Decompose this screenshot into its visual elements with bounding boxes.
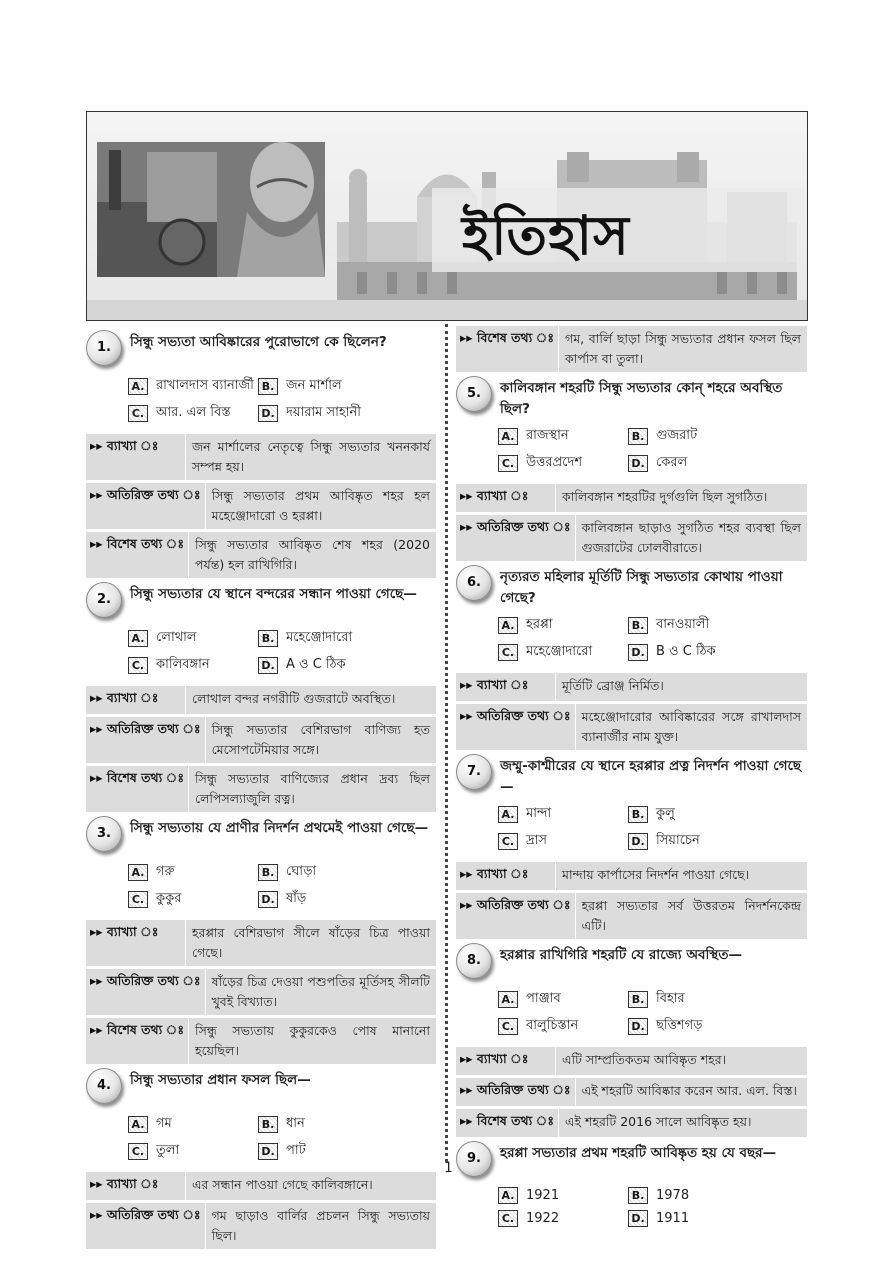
option-text: ষাঁড় (286, 891, 307, 906)
question-header (456, 376, 807, 420)
option-letter: B. (628, 991, 648, 1008)
option-letter: D. (628, 455, 648, 472)
option-letter: C. (128, 891, 148, 908)
option-letter: D. (258, 657, 278, 674)
answer-option (628, 1210, 788, 1227)
answer-option (628, 642, 788, 663)
special-note (86, 532, 436, 578)
note-label: ▸▸ অতিরিক্ত তথ্য ঃ (86, 483, 206, 529)
answer-option (498, 1210, 628, 1227)
question-block (456, 565, 807, 750)
option-text: কেরল (656, 455, 688, 470)
option-text: গরু (156, 864, 175, 879)
chapter-title: ইতিহাস (462, 203, 630, 267)
question-text: সিন্ধু সভ্যতা আবিষ্কারের পুরোভাগে কে ছিলেন? (130, 334, 387, 350)
note-label: ▸▸ ব্যাখ্যা ঃ (86, 434, 186, 480)
question-number-badge: 6. (456, 565, 492, 601)
additional-note (86, 969, 436, 1015)
note-label: ▸▸ বিশেষ তথ্য ঃ (456, 1109, 559, 1137)
note-label: ▸▸ অতিরিক্ত তথ্য ঃ (86, 1203, 206, 1249)
answer-option (628, 426, 788, 447)
option-text: কালিবঙ্গান (156, 657, 210, 672)
note-text: গম ছাড়াও বার্লির প্রচলন সিন্ধু সভ্যতায় ছিল। (211, 1208, 430, 1243)
answer-option (258, 1141, 418, 1162)
answer-option (258, 628, 418, 649)
note-text: কালিবঙ্গান ছাড়াও সুগঠিত শহর ব্যবস্থা ছিল গুজরাটের ঢোলবীরাতে। (581, 520, 801, 555)
question-text: সিন্ধু সভ্যতার প্রধান ফসল ছিল— (130, 1072, 311, 1088)
explanation-note (456, 673, 807, 701)
note-text: মহেঞ্জোদারোর আবিষ্কারের সঙ্গে রাখালদাস ব্যানার্জীর নাম যুক্ত। (581, 709, 801, 744)
question-number-badge: 7. (456, 754, 492, 790)
option-text: কুকুর (156, 891, 182, 906)
answer-option (128, 862, 258, 883)
explanation-note (86, 434, 436, 480)
answer-option (498, 642, 628, 663)
question-block (456, 943, 807, 1137)
additional-note (456, 515, 807, 561)
answer-options (498, 426, 807, 474)
left-column (86, 326, 436, 1252)
answer-option (498, 1187, 628, 1204)
question-notes (456, 1047, 807, 1137)
option-text: উত্তরপ্রদেশ (526, 455, 583, 470)
question-text: সিন্ধু সভ্যতায় যে প্রাণীর নিদর্শন প্রথমেই পাওয়া গেছে— (130, 820, 429, 836)
option-letter: C. (128, 657, 148, 674)
answer-options (498, 1187, 807, 1227)
option-letter: B. (628, 428, 648, 445)
question-number-badge: 5. (456, 376, 492, 412)
question-notes (456, 862, 807, 939)
option-text: আর. এল বিস্ত (156, 405, 231, 420)
note-text: সিন্ধু সভ্যতার বেশিরভাগ বাণিজ্য হত মেসোপটেমিয়ার সঙ্গে। (211, 722, 430, 757)
special-note (456, 1109, 807, 1137)
note-label: ▸▸ ব্যাখ্যা ঃ (86, 1172, 186, 1200)
answer-option (128, 376, 258, 397)
note-label: ▸▸ অতিরিক্ত তথ্য ঃ (456, 893, 576, 939)
question-notes (86, 686, 436, 812)
answer-option (128, 655, 258, 676)
answer-option (628, 804, 788, 825)
option-text: 1978 (656, 1188, 690, 1203)
question-text: কালিবঙ্গান শহরটি সিন্ধু সভ্যতার কোন্ শহরে অবস্থিত ছিল? (500, 380, 783, 417)
option-text: রাজস্থান (526, 428, 569, 443)
option-letter: C. (498, 455, 518, 472)
explanation-note (86, 1172, 436, 1200)
option-letter: A. (498, 1187, 518, 1204)
option-text: জন মার্শাল (286, 378, 342, 393)
note-label: ▸▸ ব্যাখ্যা ঃ (456, 484, 556, 512)
question-number-badge: 2. (86, 582, 122, 618)
option-letter: B. (258, 630, 278, 647)
question-header (456, 943, 807, 983)
question-number-badge: 8. (456, 943, 492, 979)
question-block (456, 1141, 807, 1227)
note-label: ▸▸ ব্যাখ্যা ঃ (456, 673, 556, 701)
note-label: ▸▸ ব্যাখ্যা ঃ (456, 862, 556, 890)
note-text: হরপ্পার বেশিরভাগ সীলে ষাঁড়ের চিত্র পাওয়া গেছে। (192, 925, 430, 960)
option-text: 1921 (526, 1188, 560, 1203)
answer-options (128, 628, 436, 676)
answer-options (498, 804, 807, 852)
option-text: সিয়াচেন (656, 833, 700, 848)
note-label: ▸▸ বিশেষ তথ্য ঃ (86, 532, 189, 578)
note-label: ▸▸ অতিরিক্ত তথ্য ঃ (456, 1078, 576, 1106)
note-text: লোথাল বন্দর নগরীটি গুজরাটে অবস্থিত। (192, 691, 396, 706)
question-number-badge: 3. (86, 816, 122, 852)
option-letter: C. (498, 1210, 518, 1227)
question-notes (86, 434, 436, 578)
answer-option (628, 989, 788, 1010)
question-text: সিন্ধু সভ্যতার যে স্থানে বন্দরের সন্ধান পাওয়া গেছে— (130, 586, 417, 602)
note-label: ▸▸ ব্যাখ্যা ঃ (86, 686, 186, 714)
note-label: ▸▸ বিশেষ তথ্য ঃ (86, 766, 189, 812)
explanation-note (456, 1047, 807, 1075)
note-text: গম, বার্লি ছাড়া সিন্ধু সভ্যতার প্রধান ফসল ছিল কার্পাস বা তুলা। (565, 331, 801, 366)
option-text: মহেঞ্জোদারো (286, 630, 353, 645)
question-notes (86, 920, 436, 1064)
option-letter: A. (498, 806, 518, 823)
answer-option (258, 862, 418, 883)
question-text: জম্মু-কাশ্মীরের যে স্থানে হরপ্পার প্রত্ন নিদর্শন পাওয়া গেছে— (500, 758, 802, 795)
answer-option (258, 1114, 418, 1135)
option-letter: D. (628, 644, 648, 661)
right-column (456, 326, 807, 1237)
option-letter: C. (498, 1018, 518, 1035)
option-text: ছত্তিশগড় (656, 1018, 703, 1033)
explanation-note (86, 920, 436, 966)
note-text: সিন্ধু সভ্যতার আবিষ্কৃত শেষ শহর (2020 পর্যন্ত) হল রাখিগিরি। (195, 537, 430, 572)
question-header (86, 816, 436, 856)
answer-option (128, 1114, 258, 1135)
banner-bottom-strip (87, 300, 808, 320)
special-note (86, 766, 436, 812)
note-text: সিন্ধু সভ্যতার প্রথম আবিষ্কৃত শহর হল মহেঞ্জোদারো ও হরপ্পা। (211, 488, 430, 523)
option-text: দ্রাস (526, 833, 547, 848)
answer-option (258, 376, 418, 397)
option-letter: C. (128, 405, 148, 422)
question-text: হরপ্পার রাখিগিরি শহরটি যে রাজ্যে অবস্থিত— (500, 947, 742, 963)
note-text: ষাঁড়ের চিত্র দেওয়া পশুপতির মূর্তিসহ সীলটি খুবই বিখ্যাত। (211, 974, 430, 1009)
question-block (456, 376, 807, 561)
option-letter: D. (628, 1018, 648, 1035)
answer-option (258, 655, 418, 676)
option-letter: B. (258, 378, 278, 395)
question-header (86, 330, 436, 370)
note-text: মান্দায় কার্পাসের নিদর্শন পাওয়া গেছে। (562, 867, 750, 882)
answer-option (258, 889, 418, 910)
option-letter: D. (258, 1143, 278, 1160)
question-header (456, 754, 807, 798)
option-text: পাট (286, 1143, 306, 1158)
note-text: কালিবঙ্গান শহরটির দুর্গগুলি ছিল সুগঠিত। (562, 489, 768, 504)
answer-options (498, 615, 807, 663)
answer-options (128, 862, 436, 910)
question-block (86, 816, 436, 1064)
explanation-note (456, 862, 807, 890)
question-notes (456, 484, 807, 561)
option-letter: A. (128, 630, 148, 647)
note-label: ▸▸ বিশেষ তথ্য ঃ (456, 326, 559, 372)
option-letter: B. (628, 1187, 648, 1204)
note-text: এটি সাম্প্রতিকতম আবিষ্কৃত শহর। (562, 1052, 727, 1067)
option-text: কুলু (656, 806, 675, 821)
answer-option (128, 628, 258, 649)
question-number-badge: 1. (86, 330, 122, 366)
question-notes (86, 1172, 436, 1249)
answer-option (128, 1141, 258, 1162)
answer-options (128, 376, 436, 424)
answer-options (498, 989, 807, 1037)
option-letter: D. (258, 891, 278, 908)
answer-option (498, 426, 628, 447)
answer-option (628, 453, 788, 474)
note-text: হরপ্পা সভ্যতার সর্ব উত্তরতম নিদর্শনকেন্দ্র এটি। (581, 898, 801, 933)
note-label: ▸▸ ব্যাখ্যা ঃ (86, 920, 186, 966)
question-header (456, 565, 807, 609)
answer-options (128, 1114, 436, 1162)
option-text: ধান (286, 1116, 305, 1131)
answer-option (498, 1016, 628, 1037)
chapter-banner (86, 111, 808, 321)
option-text: ঘোড়া (286, 864, 317, 879)
option-letter: D. (628, 833, 648, 850)
question-header (456, 1141, 807, 1181)
option-text: 1911 (656, 1211, 690, 1226)
option-letter: A. (498, 428, 518, 445)
option-letter: C. (128, 1143, 148, 1160)
note-text: মূর্তিটি ব্রোঞ্জ নির্মিত। (562, 678, 664, 693)
answer-option (498, 831, 628, 852)
answer-option (128, 403, 258, 424)
explanation-note (456, 484, 807, 512)
note-text: জন মার্শালের নেতৃত্বে সিন্ধু সভ্যতার খননকার্য সম্পন্ন হয়। (192, 439, 430, 474)
additional-note (86, 483, 436, 529)
note-label: ▸▸ ব্যাখ্যা ঃ (456, 1047, 556, 1075)
question-block (86, 582, 436, 812)
option-letter: B. (628, 806, 648, 823)
option-text: A ও C ঠিক (286, 657, 346, 672)
option-text: মান্দা (526, 806, 552, 821)
option-letter: B. (628, 617, 648, 634)
additional-note (456, 893, 807, 939)
option-text: তুলা (156, 1143, 180, 1158)
special-note (86, 1018, 436, 1064)
answer-option (258, 403, 418, 424)
page-number: 1 (444, 1160, 453, 1176)
option-letter: C. (498, 833, 518, 850)
answer-option (628, 1016, 788, 1037)
question-header (86, 1068, 436, 1108)
option-text: পাঞ্জাব (526, 991, 561, 1006)
option-letter: C. (498, 644, 518, 661)
additional-note (86, 717, 436, 763)
question-header (86, 582, 436, 622)
option-text: B ও C ঠিক (656, 644, 716, 659)
note-label: ▸▸ অতিরিক্ত তথ্য ঃ (86, 969, 206, 1015)
option-letter: A. (128, 378, 148, 395)
answer-option (628, 615, 788, 636)
option-text: দয়ারাম সাহানী (286, 405, 361, 420)
option-text: গুজরাট (656, 428, 698, 443)
option-letter: A. (498, 617, 518, 634)
option-text: রাখালদাস ব্যানার্জী (156, 378, 254, 393)
answer-option (498, 453, 628, 474)
option-letter: B. (258, 864, 278, 881)
option-letter: A. (128, 1116, 148, 1133)
answer-option (628, 831, 788, 852)
additional-note (456, 704, 807, 750)
question-block (456, 754, 807, 939)
option-letter: A. (128, 864, 148, 881)
option-text: বিহার (656, 991, 685, 1006)
answer-option (128, 889, 258, 910)
explanation-note (86, 686, 436, 714)
top-notes (456, 326, 807, 372)
option-text: গম (156, 1116, 172, 1131)
option-text: 1922 (526, 1211, 560, 1226)
answer-option (498, 804, 628, 825)
additional-note (86, 1203, 436, 1249)
option-letter: B. (258, 1116, 278, 1133)
special-note (456, 326, 807, 372)
option-letter: D. (258, 405, 278, 422)
option-letter: A. (498, 991, 518, 1008)
option-text: বানওয়ালী (656, 617, 710, 632)
question-number-badge: 4. (86, 1068, 122, 1104)
additional-note (456, 1078, 807, 1106)
answer-option (628, 1187, 788, 1204)
question-text: নৃত্যরত মহিলার মূর্তিটি সিন্ধু সভ্যতার কোথায় পাওয়া গেছে? (500, 569, 783, 606)
answer-option (498, 615, 628, 636)
option-text: হরপ্পা (526, 617, 553, 632)
option-text: বালুচিস্তান (526, 1018, 579, 1033)
note-label: ▸▸ অতিরিক্ত তথ্য ঃ (456, 704, 576, 750)
note-label: ▸▸ অতিরিক্ত তথ্য ঃ (86, 717, 206, 763)
note-text: এই শহরটি 2016 সালে আবিষ্কৃত হয়। (565, 1114, 752, 1129)
question-block (86, 330, 436, 578)
question-number-badge: 9. (456, 1141, 492, 1177)
column-divider (445, 324, 448, 1162)
note-text: এই শহরটি আবিষ্কার করেন আর. এল. বিস্ত। (581, 1083, 797, 1098)
note-text: সিন্ধু সভ্যতার বাণিজ্যের প্রধান দ্রব্য ছিল লেপিসল্যাজুলি রত্ন। (195, 771, 430, 806)
note-text: সিন্ধু সভ্যতায় কুকুরকেও পোষ মানানো হয়েছিল। (195, 1023, 430, 1058)
option-text: মহেঞ্জোদারো (526, 644, 593, 659)
question-text: হরপ্পা সভ্যতার প্রথম শহরটি আবিষ্কৃত হয় যে বছর— (500, 1145, 777, 1161)
note-text: এর সন্ধান পাওয়া গেছে কালিবঙ্গানে। (192, 1177, 373, 1192)
note-label: ▸▸ বিশেষ তথ্য ঃ (86, 1018, 189, 1064)
question-notes (456, 673, 807, 750)
option-text: লোথাল (156, 630, 197, 645)
answer-option (498, 989, 628, 1010)
question-block (86, 1068, 436, 1249)
note-label: ▸▸ অতিরিক্ত তথ্য ঃ (456, 515, 576, 561)
option-letter: D. (628, 1210, 648, 1227)
